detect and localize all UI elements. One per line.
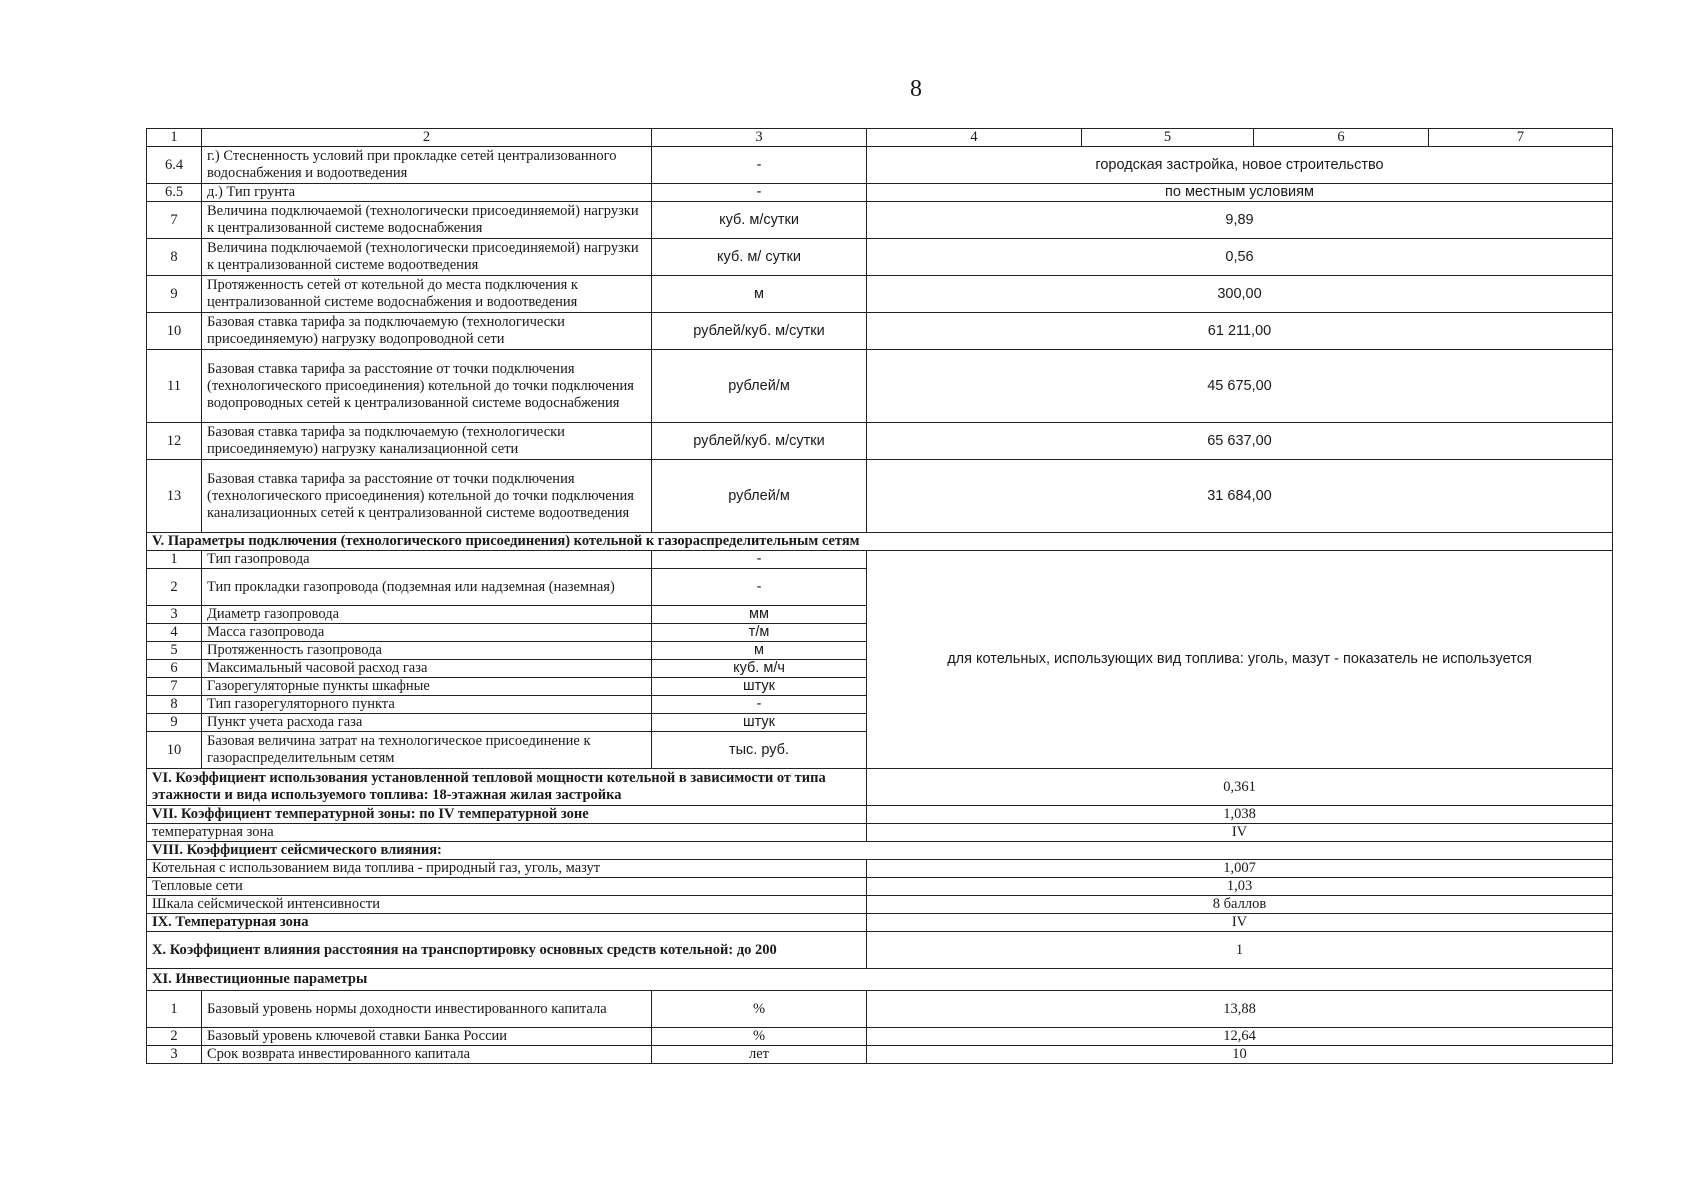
- row-unit: рублей/м: [652, 350, 867, 423]
- table-row: [147, 276, 1613, 313]
- header-cell: 3: [652, 129, 867, 147]
- row-description: Пункт учета расхода газа: [202, 714, 652, 732]
- row-description: Тип газопровода: [202, 551, 652, 569]
- row-label: Шкала сейсмической интенсивности: [147, 896, 867, 914]
- row-unit: рублей/куб. м/сутки: [652, 313, 867, 350]
- row-number: 10: [147, 313, 202, 350]
- section-title: VIII. Коэффициент сейсмического влияния:: [147, 842, 1613, 860]
- section-title: VI. Коэффициент использования установленной тепловой мощности котельной в зависимости от типа этажности и вида используемого топлива: 18-этажная жилая застройка: [147, 769, 867, 806]
- row-value: 12,64: [867, 1028, 1613, 1046]
- row-number: 11: [147, 350, 202, 423]
- row-description: Срок возврата инвестированного капитала: [202, 1046, 652, 1064]
- row-unit: куб. м/ сутки: [652, 239, 867, 276]
- row-label: температурная зона: [147, 824, 867, 842]
- row-description: Протяженность газопровода: [202, 642, 652, 660]
- row-number: 13: [147, 460, 202, 533]
- row-value: 13,88: [867, 991, 1613, 1028]
- header-cell: 5: [1082, 129, 1254, 147]
- row-unit: -: [652, 551, 867, 569]
- row-unit: м: [652, 276, 867, 313]
- row-number: 6.5: [147, 184, 202, 202]
- merged-value: для котельных, использующих вид топлива: уголь, мазут - показатель не используется: [867, 551, 1613, 769]
- row-description: Газорегуляторные пункты шкафные: [202, 678, 652, 696]
- row-unit: -: [652, 696, 867, 714]
- row-number: 9: [147, 714, 202, 732]
- table-row: [147, 239, 1613, 276]
- table-row: [147, 147, 1613, 184]
- section-title: X. Коэффициент влияния расстояния на транспортировку основных средств котельной: до 200: [147, 932, 867, 969]
- table-row: [147, 878, 1613, 896]
- row-number: 4: [147, 624, 202, 642]
- row-value: 65 637,00: [867, 423, 1613, 460]
- row-number: 9: [147, 276, 202, 313]
- row-description: д.) Тип грунта: [202, 184, 652, 202]
- row-unit: -: [652, 147, 867, 184]
- row-unit: тыс. руб.: [652, 732, 867, 769]
- row-value: 0,56: [867, 239, 1613, 276]
- row-description: Диаметр газопровода: [202, 606, 652, 624]
- header-cell: 6: [1254, 129, 1429, 147]
- row-unit: рублей/куб. м/сутки: [652, 423, 867, 460]
- row-unit: куб. м/сутки: [652, 202, 867, 239]
- row-number: 1: [147, 551, 202, 569]
- row-label: Тепловые сети: [147, 878, 867, 896]
- row-value: IV: [867, 824, 1613, 842]
- row-description: Базовая ставка тарифа за подключаемую (технологически присоединяемую) нагрузку водопроводной сети: [202, 313, 652, 350]
- row-description: Базовый уровень ключевой ставки Банка России: [202, 1028, 652, 1046]
- row-number: 3: [147, 1046, 202, 1064]
- section-value: 1: [867, 932, 1613, 969]
- row-value: 45 675,00: [867, 350, 1613, 423]
- section-title: V. Параметры подключения (технологического присоединения) котельной к газораспределительным сетям: [147, 533, 1613, 551]
- section-x: [147, 932, 1613, 969]
- row-description: Тип прокладки газопровода (подземная или надземная (наземная): [202, 569, 652, 606]
- row-description: Максимальный часовой расход газа: [202, 660, 652, 678]
- row-unit: мм: [652, 606, 867, 624]
- row-value: 10: [867, 1046, 1613, 1064]
- section-title: IX. Температурная зона: [147, 914, 867, 932]
- section-viii-title: [147, 842, 1613, 860]
- table-row: [147, 991, 1613, 1028]
- row-label: Котельная с использованием вида топлива - природный газ, уголь, мазут: [147, 860, 867, 878]
- row-number: 8: [147, 696, 202, 714]
- row-description: Величина подключаемой (технологически присоединяемой) нагрузки к централизованной системе водоснабжения: [202, 202, 652, 239]
- row-value: 31 684,00: [867, 460, 1613, 533]
- row-number: 8: [147, 239, 202, 276]
- row-unit: куб. м/ч: [652, 660, 867, 678]
- table-row: [147, 1046, 1613, 1064]
- table-row: [147, 896, 1613, 914]
- row-value: 9,89: [867, 202, 1613, 239]
- section-value: 1,038: [867, 806, 1613, 824]
- row-number: 6.4: [147, 147, 202, 184]
- row-value: по местным условиям: [867, 184, 1613, 202]
- row-unit: штук: [652, 714, 867, 732]
- row-description: Величина подключаемой (технологически присоединяемой) нагрузки к централизованной системе водоотведения: [202, 239, 652, 276]
- table-row: [147, 860, 1613, 878]
- table-row: [147, 460, 1613, 533]
- page-number: 8: [910, 76, 922, 102]
- row-number: 10: [147, 732, 202, 769]
- row-number: 7: [147, 678, 202, 696]
- row-description: г.) Стесненность условий при прокладке сетей централизованного водоснабжения и водоотведения: [202, 147, 652, 184]
- row-unit: м: [652, 642, 867, 660]
- row-description: Базовая ставка тарифа за расстояние от точки подключения (технологического присоединения) котельной до точки подключения канализационных сетей к централизованной системе водоотведения: [202, 460, 652, 533]
- section-title: VII. Коэффициент температурной зоны: по IV температурной зоне: [147, 806, 867, 824]
- row-unit: рублей/м: [652, 460, 867, 533]
- row-value: 61 211,00: [867, 313, 1613, 350]
- row-value: городская застройка, новое строительство: [867, 147, 1613, 184]
- row-unit: -: [652, 184, 867, 202]
- row-unit: штук: [652, 678, 867, 696]
- header-cell: 7: [1429, 129, 1613, 147]
- section-ix: [147, 914, 1613, 932]
- section-vi: [147, 769, 1613, 806]
- row-number: 1: [147, 991, 202, 1028]
- header-row: [147, 129, 1613, 147]
- table-row: [147, 1028, 1613, 1046]
- row-value: 1,03: [867, 878, 1613, 896]
- row-number: 12: [147, 423, 202, 460]
- row-number: 6: [147, 660, 202, 678]
- header-cell: 4: [867, 129, 1082, 147]
- row-description: Базовая величина затрат на технологическое присоединение к газораспределительным сетям: [202, 732, 652, 769]
- row-value: 300,00: [867, 276, 1613, 313]
- section-value: 0,361: [867, 769, 1613, 806]
- section-vii: [147, 806, 1613, 824]
- row-number: 5: [147, 642, 202, 660]
- row-value: 1,007: [867, 860, 1613, 878]
- table-row: [147, 202, 1613, 239]
- section-xi-title: [147, 969, 1613, 991]
- section-v-title: [147, 533, 1613, 551]
- row-description: Базовая ставка тарифа за расстояние от точки подключения (технологического присоединения) котельной до точки подключения водопроводных сетей к централизованной системе водоснабжения: [202, 350, 652, 423]
- row-number: 3: [147, 606, 202, 624]
- header-cell: 1: [147, 129, 202, 147]
- row-unit: -: [652, 569, 867, 606]
- row-number: 7: [147, 202, 202, 239]
- row-description: Масса газопровода: [202, 624, 652, 642]
- row-description: Базовая ставка тарифа за подключаемую (технологически присоединяемую) нагрузку канализационной сети: [202, 423, 652, 460]
- row-number: 2: [147, 569, 202, 606]
- header-cell: 2: [202, 129, 652, 147]
- row-unit: т/м: [652, 624, 867, 642]
- table-row: [147, 423, 1613, 460]
- row-unit: лет: [652, 1046, 867, 1064]
- section-title: XI. Инвестиционные параметры: [147, 969, 1613, 991]
- table-row: [147, 350, 1613, 423]
- row-value: 8 баллов: [867, 896, 1613, 914]
- table-row: [147, 551, 1613, 569]
- row-number: 2: [147, 1028, 202, 1046]
- section-value: IV: [867, 914, 1613, 932]
- row-description: Протяженность сетей от котельной до места подключения к централизованной системе водоснабжения и водоотведения: [202, 276, 652, 313]
- row-unit: %: [652, 1028, 867, 1046]
- parameters-table: [146, 128, 1613, 1064]
- table-row: [147, 824, 1613, 842]
- table-row: [147, 313, 1613, 350]
- table-row: [147, 184, 1613, 202]
- row-description: Тип газорегуляторного пункта: [202, 696, 652, 714]
- row-description: Базовый уровень нормы доходности инвестированного капитала: [202, 991, 652, 1028]
- row-unit: %: [652, 991, 867, 1028]
